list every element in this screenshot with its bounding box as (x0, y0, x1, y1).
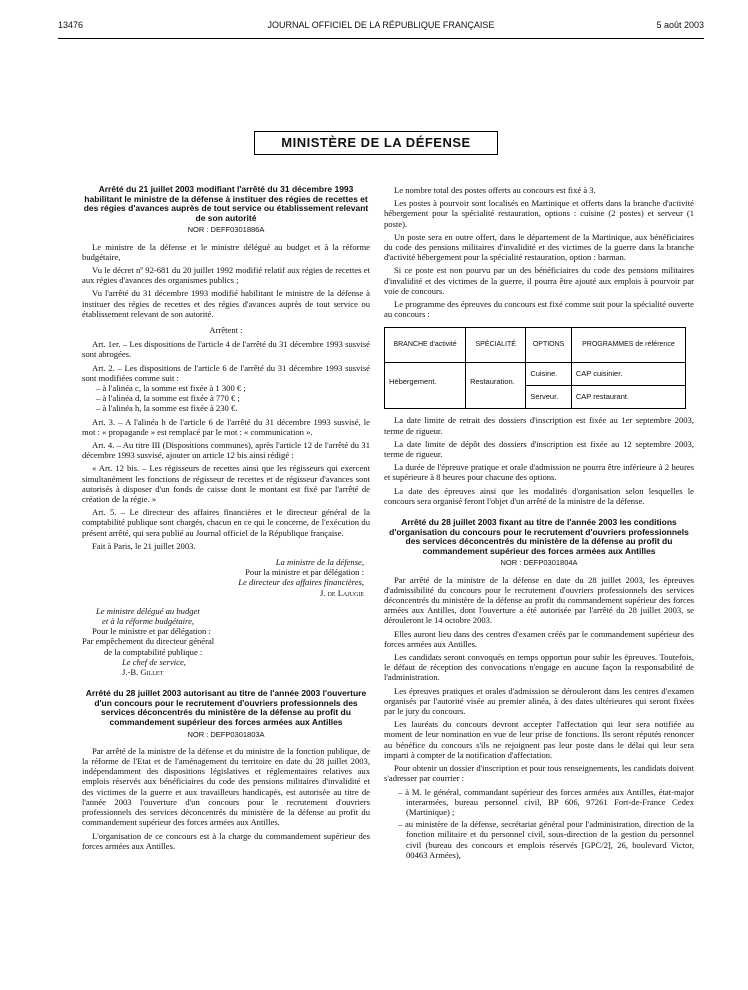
issue-date: 5 août 2003 (656, 20, 704, 30)
signature-line: La ministre de la défense, (275, 557, 364, 568)
arrete3-p2: Elles auront lieu dans des centres d'examen créés par le commandement supérieur des forces armées aux Antilles. (384, 628, 694, 649)
table-cell-branche: Hébergement. (385, 363, 466, 409)
signature-name: J. de Lajugie (319, 587, 364, 598)
page-number: 13476 (58, 20, 84, 30)
right-p9: La date des épreuves ainsi que les modalités d'organisation selon lesquelles le concours sera organisé feront l'objet d'un arrêté de la ministre de la défense. (384, 485, 694, 506)
right-p6: La date limite de retrait des dossiers d'inscription est fixée au 1er septembre 2003, terme de rigueur. (384, 415, 694, 436)
arrete3-nor: NOR : DEFP0301804A (500, 558, 578, 568)
contact-item: – à M. le général, commandant supérieur des forces armées aux Antilles, état-major interarmées, bureau personnel civil, BP 606, 97261 Fort-de-France Cedex (Martinique) ; (398, 786, 694, 817)
right-p4: Si ce poste est non pourvu par un des bénéficiaires du code des pensions militaires d'invalidité et des victimes de la guerre, il pourra être ajouté aux emplois à pourvoir par voie de concours. (384, 265, 694, 296)
table-cell-programme: CAP cuisinier. (571, 363, 685, 386)
header-rule (58, 38, 704, 39)
arrete3-p6: Pour obtenir un dossier d'inscription et pour tous renseignements, les candidats doivent s'adresser par courrier : (384, 763, 694, 784)
table-cell-programme: CAP restaurant. (571, 386, 685, 409)
signature-line: Pour la ministre et par délégation : (245, 567, 364, 578)
arrete3-p1: Par arrêté de la ministre de la défense en date du 28 juillet 2003, les épreuves d'admissibilité du concours pour le recrutement d'ouvriers professionnels des services déconcentrés du ministère de la défense au profit du commandement supérieur des forces armées aux Antilles, dont l'ouverture a été autorisée par l'arrêté du 28 juillet 2003, se dérouleront le 14 octobre 2003. (384, 574, 694, 626)
table-cell-specialite: Restauration. (466, 363, 526, 409)
ministry-heading: MINISTÈRE DE LA DÉFENSE (254, 131, 498, 155)
art3: Art. 3. – A l'alinéa h de l'article 6 de l'arrêté du 31 décembre 1993 susvisé, le mot : « propagande » est remplacé par le mot : « communication ». (82, 416, 370, 437)
art5: Art. 5. – Le directeur des affaires financières et le directeur général de la comptabilité publique sont chargés, chacun en ce qui le concerne, de l'exécution du présent arrêté, qui sera publié au Journal officiel de la République française. (82, 507, 370, 538)
table-header: OPTIONS (526, 328, 572, 363)
signature-line: Pour le ministre et par délégation : (92, 626, 211, 637)
arrete3-p4: Les épreuves pratiques et orales d'admission se dérouleront dans les centres d'examen organisés par l'autorité visée au premier alinéa, à des dates ultérieures qui seront fixées par le jury du concours. (384, 685, 694, 717)
art2-item: – à l'alinéa c, la somme est fixée à 1 300 € ; (96, 383, 246, 394)
table-cell-option: Cuisine. (526, 363, 572, 386)
signature-line: Le ministre délégué au budget (96, 605, 200, 616)
right-p1: Le nombre total des postes offerts au concours est fixé à 3. (394, 185, 596, 195)
signature-line: Le chef de service, (122, 656, 186, 667)
signature-line: Par empêchement du directeur général (82, 636, 215, 647)
right-p8: La durée de l'épreuve pratique et orale d'admission ne pourra être inférieure à 2 heures et supérieure à 8 heures pour chacune des options. (384, 462, 694, 483)
arrete3-p3: Les candidats seront convoqués en temps opportun pour subir les épreuves. Toutefois, le défaut de réception des convocations n'engage en aucune façon la responsabilité de l'administration. (384, 652, 694, 683)
table-header: PROGRAMMES de référence (571, 328, 685, 363)
programme-table (384, 327, 686, 409)
arrete1-title: Arrêté du 21 juillet 2003 modifiant l'arrêté du 31 décembre 1993 habilitant le ministre de la défense à instituer des régies de recettes et des régies d'avances auprès de tout service ou établissement relevant de son autorité (83, 184, 369, 223)
right-p2: Les postes à pourvoir sont localisés en Martinique et offerts dans la branche d'activité hébergement pour la spécialité restauration, options : cuisine (2 postes) et serveur (1 poste). (384, 198, 694, 229)
signature-line: de la comptabilité publique : (104, 646, 203, 657)
signature-line: Le directeur des affaires financières, (238, 577, 364, 588)
table-header: SPÉCIALITÉ (466, 328, 526, 363)
arrete1-p1: Le ministre de la défense et le ministre délégué au budget et à la réforme budgétaire, (82, 241, 370, 262)
arrete2-nor: NOR : DEFP0301803A (187, 729, 265, 739)
right-p7: La date limite de dépôt des dossiers d'inscription est fixée au 12 septembre 2003, terme de rigueur. (384, 438, 694, 460)
art4-quote: « Art. 12 bis. – Les régisseurs de recettes ainsi que les régisseurs qui exercent simultanément les fonctions de régisseur de recettes et de régisseur d'avances sont autorisés à disposer d'un fonds de caisse dont le montant est fixé par l'arrêté de création de la régie. » (82, 463, 370, 505)
arrete3-title: Arrêté du 28 juillet 2003 fixant au titre de l'année 2003 les conditions d'organisation du concours pour le recrutement d'ouvriers professionnels des services déconcentrés du ministère de la défense au profit du commandement supérieur des forces armées aux Antilles (389, 517, 689, 556)
art1: Art. 1er. – Les dispositions de l'article 4 de l'arrêté du 31 décembre 1993 susvisé sont abrogées. (82, 339, 370, 360)
arrete1-nor: NOR : DEFF0301886A (187, 225, 265, 235)
journal-title: JOURNAL OFFICIEL DE LA RÉPUBLIQUE FRANÇAISE (267, 20, 495, 30)
done-at: Fait à Paris, le 21 juillet 2003. (92, 540, 196, 551)
signature-name: J.-B. Gillet (122, 667, 164, 678)
arrete2-title: Arrêté du 28 juillet 2003 autorisant au titre de l'année 2003 l'ouverture d'un concours pour le recrutement d'ouvriers professionnels des services déconcentrés du ministère de la défense au profit du commandement supérieur des forces armées aux Antilles (85, 688, 367, 728)
art2-item: – à l'alinéa d, la somme est fixée à 770 € ; (96, 393, 240, 404)
right-p5: Le programme des épreuves du concours est fixé comme suit pour la spécialité ouverte au concours : (384, 299, 694, 320)
left-column (82, 185, 370, 854)
art2-item: – à l'alinéa h, la somme est fixée à 230 €. (96, 403, 238, 414)
arrete2-p1: Par arrêté de la ministre de la défense et du ministre de la fonction publique, de la réforme de l'Etat et de l'aménagement du territoire en date du 28 juillet 2003, indépendamment des dispositions législatives et réglementaires relatives aux emplois réservés aux bénéficiaires du code des pensions militaires d'invalidité et des victimes de la guerre et aux travailleurs handicapés, est autorisée au titre de l'année 2003 l'ouverture d'un concours pour le recrutement d'ouvriers professionnels des services déconcentrés du ministère de la défense au profit du commandement supérieur des forces armées aux Antilles. (82, 745, 370, 828)
contact-item: – au ministère de la défense, secrétariat général pour l'administration, direction de la fonction militaire et du personnel civil, sous-direction de la gestion du personnel civil (bureau des concours et emplois réservés [GPC/2], 26, boulevard Victor, 00463 Armées), (398, 819, 694, 860)
arretent: Arrêtent : (209, 325, 243, 335)
right-column (384, 185, 694, 862)
table-cell-option: Serveur. (526, 386, 572, 409)
table-header: BRANCHE d'activité (385, 328, 466, 363)
art4: Art. 4. – Au titre III (Dispositions communes), après l'article 12 de l'arrêté du 31 décembre 1993 susvisé, ajouter un article 12 bis ainsi rédigé : (82, 440, 370, 461)
right-p3: Un poste sera en outre offert, dans le département de la Martinique, aux bénéficiaires du code des pensions militaires d'invalidité et des victimes de la guerre dans la branche d'activité hébergement pour la spécialité restauration, option : barman. (384, 231, 694, 263)
page-header (58, 20, 704, 34)
signature-line: et à la réforme budgétaire, (102, 616, 195, 627)
arrete2-p2: L'organisation de ce concours est à la charge du commandement supérieur des forces armées aux Antilles. (82, 830, 370, 851)
art2: Art. 2. – Les dispositions de l'article 6 de l'arrêté du 31 décembre 1993 susvisé sont modifiées comme suit : (82, 362, 370, 383)
arrete1-p3: Vu l'arrêté du 31 décembre 1993 modifié habilitant le ministre de la défense à instituer des régies de recettes et des régies d'avances auprès de tout service ou établissement relevant de son autorité. (82, 288, 370, 319)
arrete3-p5: Les lauréats du concours devront accepter l'affectation qui leur sera notifiée au moment de leur nomination en vue de leur prise de fonctions. Ils seront réputés renoncer au bénéfice du concours s'ils ne rejoignent pas leur poste dans le délai qui leur sera imparti à compter de la notification d'affectation. (384, 719, 694, 760)
arrete1-p2: Vu le décret nº 92-681 du 20 juillet 1992 modifié relatif aux régies de recettes et aux régies d'avances des organismes publics ; (82, 264, 370, 286)
